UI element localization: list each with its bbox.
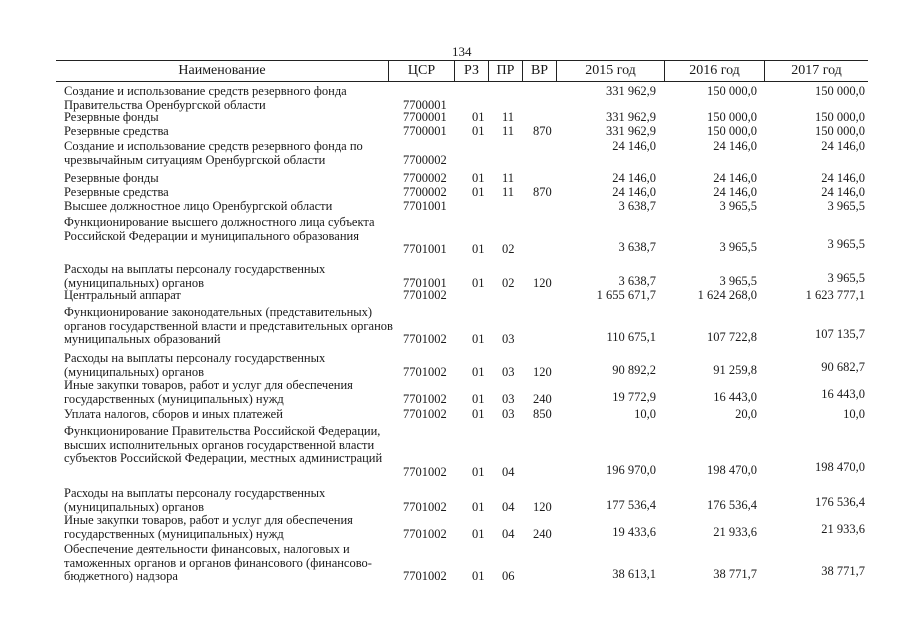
cell-y2016: 150 000,0 (707, 110, 757, 124)
cell-y2016: 91 259,8 (713, 362, 757, 377)
row-name: Уплата налогов, сборов и иных платежей (64, 407, 283, 421)
cell-y2017: 3 965,5 (827, 199, 865, 213)
row-name: Создание и использование средств резервного фонда по чрезвычайным ситуациям Оренбургской области (64, 139, 363, 167)
cell-y2017: 16 443,0 (821, 386, 865, 401)
cell-csr: 7701001 (403, 199, 447, 213)
cell-y2015: 331 962,9 (606, 124, 656, 138)
cell-y2015: 1 655 671,7 (596, 288, 656, 302)
cell-csr: 7701001 (403, 242, 447, 257)
cell-y2017: 3 965,5 (827, 270, 865, 285)
cell-y2016: 21 933,6 (713, 524, 757, 539)
row-name: Резервные средства (64, 124, 169, 138)
cell-y2017: 3 965,5 (827, 237, 865, 252)
cell-y2015: 3 638,7 (618, 240, 656, 255)
cell-csr: 7701002 (403, 364, 447, 379)
cell-vr: 870 (533, 124, 552, 138)
cell-y2016: 3 965,5 (719, 273, 757, 288)
cell-rz: 01 (472, 499, 485, 514)
cell-y2015: 3 638,7 (618, 199, 656, 213)
cell-y2016: 20,0 (735, 407, 757, 421)
cell-pr: 04 (502, 499, 515, 514)
cell-y2016: 150 000,0 (707, 124, 757, 138)
cell-y2017: 198 470,0 (815, 459, 865, 474)
cell-csr: 7700001 (403, 124, 447, 138)
cell-csr: 7701002 (403, 391, 447, 406)
header-rz: РЗ (454, 61, 488, 81)
cell-csr: 7701002 (403, 288, 447, 302)
cell-vr: 120 (533, 275, 552, 290)
row-name: Расходы на выплаты персоналу государственных (муниципальных) органов (64, 351, 326, 379)
cell-pr: 11 (502, 171, 515, 185)
table-row (0, 172, 905, 186)
cell-y2017: 90 682,7 (821, 359, 865, 374)
cell-pr: 04 (502, 464, 515, 479)
row-name: Иные закупки товаров, работ и услуг для обеспечения государственных (муниципальных) нужд (64, 513, 353, 541)
cell-y2017: 176 536,4 (815, 494, 865, 509)
cell-y2015: 90 892,2 (612, 362, 656, 377)
table-row (0, 216, 905, 257)
table-header (56, 60, 868, 82)
cell-y2015: 331 962,9 (606, 84, 656, 98)
cell-rz: 01 (472, 464, 485, 479)
row-name: Функционирование законодательных (представительных) органов государственной власти и представительных органов муниципальных образований (64, 305, 393, 347)
table-row (0, 85, 905, 112)
cell-y2015: 10,0 (634, 407, 656, 421)
table-row (0, 425, 905, 479)
table-row (0, 289, 905, 303)
page-number: 134 (452, 44, 472, 59)
cell-y2016: 176 536,4 (707, 497, 757, 512)
table-row (0, 125, 905, 139)
row-name: Резервные средства (64, 185, 169, 199)
cell-pr: 11 (502, 185, 515, 199)
cell-y2016: 1 624 268,0 (697, 288, 757, 302)
cell-y2015: 3 638,7 (618, 273, 656, 288)
row-name: Обеспечение деятельности финансовых, налоговых и таможенных органов и органов финансового (финансово-бюджетного) надзора (64, 542, 372, 584)
cell-csr: 7700001 (403, 97, 447, 112)
cell-y2017: 1 623 777,1 (805, 288, 865, 302)
cell-y2017: 24 146,0 (821, 171, 865, 185)
header-pr: ПР (488, 61, 522, 81)
cell-pr: 02 (502, 242, 515, 257)
cell-y2016: 38 771,7 (713, 567, 757, 582)
cell-pr: 03 (502, 332, 515, 347)
row-name: Создание и использование средств резервного фонда Правительства Оренбургской области (64, 84, 347, 112)
row-name: Функционирование Правительства Российской Федерации, высших исполнительных органов государственной власти субъектов Российской Федерации, местных администраций (64, 424, 383, 466)
cell-vr: 120 (533, 499, 552, 514)
cell-csr: 7701002 (403, 464, 447, 479)
cell-csr: 7701001 (403, 275, 447, 290)
cell-y2015: 331 962,9 (606, 110, 656, 124)
cell-y2016: 16 443,0 (713, 389, 757, 404)
cell-csr: 7701002 (403, 407, 447, 421)
cell-y2017: 107 135,7 (815, 327, 865, 342)
row-name: Иные закупки товаров, работ и услуг для обеспечения государственных (муниципальных) нужд (64, 378, 353, 406)
table-row (0, 543, 905, 584)
cell-rz: 01 (472, 171, 485, 185)
cell-pr: 03 (502, 364, 515, 379)
table-row (0, 487, 905, 514)
header-2017: 2017 год (764, 61, 868, 81)
cell-csr: 7700002 (403, 171, 447, 185)
header-2016: 2016 год (664, 61, 764, 81)
header-vr: ВР (522, 61, 556, 81)
cell-csr: 7701002 (403, 332, 447, 347)
cell-y2017: 150 000,0 (815, 84, 865, 98)
cell-pr: 04 (502, 526, 515, 541)
cell-rz: 01 (472, 185, 485, 199)
row-name: Функционирование высшего должностного лица субъекта Российской Федерации и муниципального образования (64, 215, 375, 243)
row-name: Высшее должностное лицо Оренбургской области (64, 199, 333, 213)
cell-vr: 850 (533, 407, 552, 421)
cell-csr: 7700002 (403, 152, 447, 167)
cell-y2016: 24 146,0 (713, 185, 757, 199)
table-row (0, 408, 905, 422)
cell-y2016: 3 965,5 (719, 199, 757, 213)
cell-vr: 240 (533, 526, 552, 541)
cell-y2015: 110 675,1 (606, 330, 656, 345)
cell-rz: 01 (472, 275, 485, 290)
table-row (0, 111, 905, 125)
cell-y2015: 38 613,1 (612, 567, 656, 582)
cell-pr: 03 (502, 391, 515, 406)
row-name: Резервные фонды (64, 110, 159, 124)
cell-y2015: 19 433,6 (612, 524, 656, 539)
row-name: Резервные фонды (64, 171, 159, 185)
cell-y2016: 150 000,0 (707, 84, 757, 98)
table-row (0, 140, 905, 167)
cell-rz: 01 (472, 124, 485, 138)
header-csr: ЦСР (388, 61, 454, 81)
cell-csr: 7700002 (403, 185, 447, 199)
cell-y2017: 150 000,0 (815, 110, 865, 124)
table-row (0, 200, 905, 214)
cell-rz: 01 (472, 364, 485, 379)
cell-y2017: 24 146,0 (821, 185, 865, 199)
cell-pr: 06 (502, 569, 515, 584)
cell-y2016: 107 722,8 (707, 330, 757, 345)
cell-y2015: 196 970,0 (606, 462, 656, 477)
cell-rz: 01 (472, 569, 485, 584)
header-name: Наименование (178, 63, 266, 78)
cell-y2017: 21 933,6 (821, 521, 865, 536)
row-name: Расходы на выплаты персоналу государственных (муниципальных) органов (64, 262, 326, 290)
cell-csr: 7701002 (403, 526, 447, 541)
table-row (0, 379, 905, 406)
cell-vr: 120 (533, 364, 552, 379)
cell-pr: 02 (502, 275, 515, 290)
cell-y2016: 3 965,5 (719, 240, 757, 255)
cell-csr: 7701002 (403, 499, 447, 514)
cell-y2015: 24 146,0 (612, 171, 656, 185)
table-row (0, 352, 905, 379)
table-row (0, 306, 905, 347)
cell-y2016: 24 146,0 (713, 139, 757, 153)
row-name: Расходы на выплаты персоналу государственных (муниципальных) органов (64, 486, 326, 514)
table-row (0, 514, 905, 541)
cell-y2017: 10,0 (843, 407, 865, 421)
cell-y2015: 19 772,9 (612, 389, 656, 404)
cell-y2015: 24 146,0 (612, 185, 656, 199)
row-name: Центральный аппарат (64, 288, 181, 302)
cell-vr: 240 (533, 391, 552, 406)
cell-vr: 870 (533, 185, 552, 199)
cell-csr: 7700001 (403, 110, 447, 124)
cell-y2017: 24 146,0 (821, 139, 865, 153)
cell-rz: 01 (472, 526, 485, 541)
header-2015: 2015 год (556, 61, 664, 81)
cell-rz: 01 (472, 242, 485, 257)
cell-pr: 11 (502, 124, 515, 138)
cell-rz: 01 (472, 332, 485, 347)
cell-y2016: 24 146,0 (713, 171, 757, 185)
cell-y2015: 24 146,0 (612, 139, 656, 153)
cell-y2015: 177 536,4 (606, 497, 656, 512)
cell-y2016: 198 470,0 (707, 462, 757, 477)
cell-y2017: 38 771,7 (821, 564, 865, 579)
table-row (0, 263, 905, 290)
cell-pr: 11 (502, 110, 515, 124)
table-row (0, 186, 905, 200)
cell-csr: 7701002 (403, 569, 447, 584)
cell-rz: 01 (472, 110, 485, 124)
cell-rz: 01 (472, 407, 485, 421)
cell-rz: 01 (472, 391, 485, 406)
cell-y2017: 150 000,0 (815, 124, 865, 138)
cell-pr: 03 (502, 407, 515, 421)
